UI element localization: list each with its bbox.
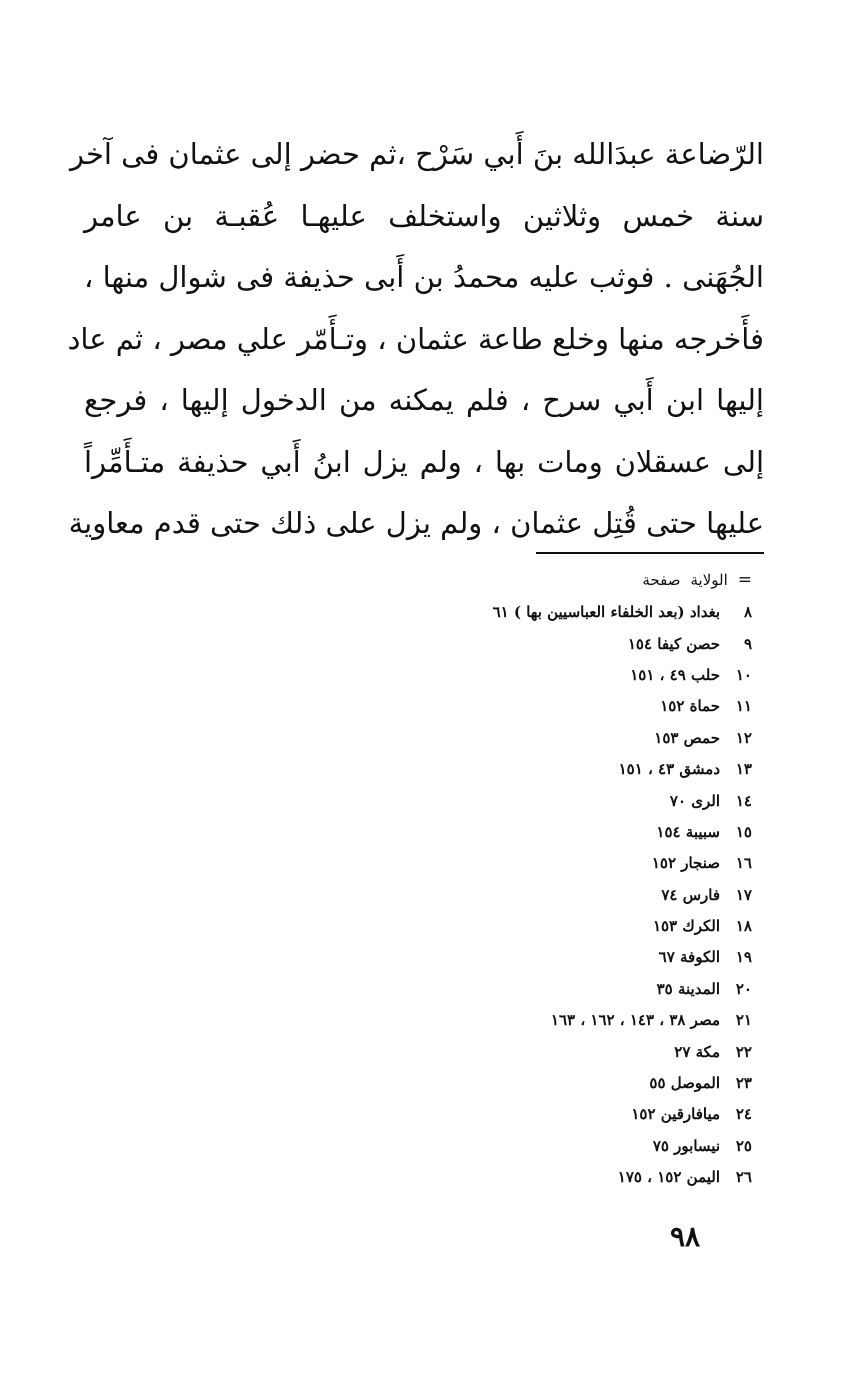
text-line: إلى عسقلان ومات بها ، ولم يزل ابنُ أَبي حذيفة متـأَمِّراً	[84, 444, 764, 479]
row-text: فارس ٧٤	[661, 885, 720, 904]
footnote-row	[332, 880, 752, 911]
page-number: ٩٨	[669, 1220, 701, 1253]
row-number: ٢٤	[735, 1105, 752, 1124]
row-number: ٢٦	[735, 1168, 752, 1187]
row-text: ميافارقين ١٥٢	[631, 1105, 720, 1124]
row-text: نيسابور ٧٥	[652, 1136, 720, 1155]
row-text: سبيبة ١٥٤	[656, 822, 720, 841]
row-number: ١٣	[735, 760, 752, 779]
row-number: ٢١	[735, 1011, 752, 1030]
row-number: ٢٥	[735, 1136, 752, 1155]
row-number: ١٩	[735, 948, 752, 967]
row-text: حماة ١٥٢	[660, 697, 720, 716]
footnote-row	[332, 754, 752, 785]
row-number: ١٢	[735, 728, 752, 747]
row-number: ١٠	[735, 665, 752, 684]
row-number: ٢٠	[735, 979, 752, 998]
row-number: ٨	[743, 603, 752, 622]
footnote-row	[332, 597, 752, 628]
text-line: فأَخرجه منها وخلع طاعة عثمان ، وتـأَمّر علي مصر ، ثم عاد	[67, 321, 764, 356]
footnote-row	[332, 974, 752, 1005]
text-line: الجُهَنى . فوثب عليه محمدُ بن أَبى حذيفة فى شوال منها ،	[84, 260, 764, 295]
footnote-row	[332, 1068, 752, 1099]
footnote-row	[332, 628, 752, 659]
footnote-row	[332, 942, 752, 973]
footnote-row	[332, 848, 752, 879]
row-text: اليمن ١٥٢ ، ١٧٥	[617, 1168, 720, 1187]
main-text-block	[67, 124, 764, 555]
row-text: حمص ١٥٣	[654, 728, 720, 747]
text-line: سنة خمس وثلاثين واستخلف عليهـا عُقبـة بن عامر	[84, 198, 764, 233]
row-text: المدينة ٣٥	[656, 979, 720, 998]
footnote-row	[332, 660, 752, 691]
footnote-row	[332, 723, 752, 754]
footnote-row	[332, 1005, 752, 1036]
column-header-page: صفحة	[642, 571, 681, 589]
footnote-row	[332, 1162, 752, 1193]
column-header-region: الولاية	[690, 571, 728, 589]
footnote-row	[332, 1131, 752, 1162]
row-number: ٩	[743, 634, 752, 653]
footnote-rows	[332, 597, 752, 1193]
row-number: ١٨	[735, 917, 752, 936]
row-text: الرى ٧٠	[669, 791, 720, 810]
row-text: الكوفة ٦٧	[658, 948, 720, 967]
row-text: الكرك ١٥٣	[652, 917, 720, 936]
row-text: دمشق ٤٣ ، ١٥١	[618, 760, 720, 779]
row-text: صنجار ١٥٢	[651, 854, 720, 873]
footnote-row	[332, 1099, 752, 1130]
row-number: ١١	[735, 697, 752, 716]
footnote-row	[332, 691, 752, 722]
row-number: ٢٢	[735, 1042, 752, 1061]
row-text: حلب ٤٩ ، ١٥١	[630, 665, 720, 684]
text-line: عليها حتى قُتِل عثمان ، ولم يزل على ذلك حتى قدم معاوية	[68, 506, 764, 541]
text-line: إليها ابن أَبي سرح ، فلم يمكنه من الدخول إليها ، فرجع	[84, 383, 764, 418]
text-line: الرّضاعة عبدَالله بنَ أَبي سَرْح ،ثم حضر إلى عثمان فى آخر	[69, 137, 764, 172]
row-number: ١٧	[735, 885, 752, 904]
continuation-marker: =	[737, 570, 752, 590]
footnote-divider	[536, 552, 764, 554]
row-text: حصن كيفا ١٥٤	[627, 634, 720, 653]
footnote-header	[332, 564, 752, 597]
row-text: بغداد (بعد الخلفاء العباسيين بها ) ٦١	[492, 603, 720, 622]
row-text: مكة ٢٧	[674, 1042, 720, 1061]
row-number: ٢٣	[735, 1074, 752, 1093]
row-text: مصر ٣٨ ، ١٤٣ ، ١٦٢ ، ١٦٣	[550, 1011, 720, 1030]
footnote-table	[332, 564, 752, 1193]
row-number: ١٦	[735, 854, 752, 873]
row-number: ١٤	[735, 791, 752, 810]
row-text: الموصل ٥٥	[649, 1074, 720, 1093]
footnote-row	[332, 1036, 752, 1067]
footnote-row	[332, 817, 752, 848]
footnote-row	[332, 911, 752, 942]
footnote-row	[332, 785, 752, 816]
row-number: ١٥	[735, 822, 752, 841]
